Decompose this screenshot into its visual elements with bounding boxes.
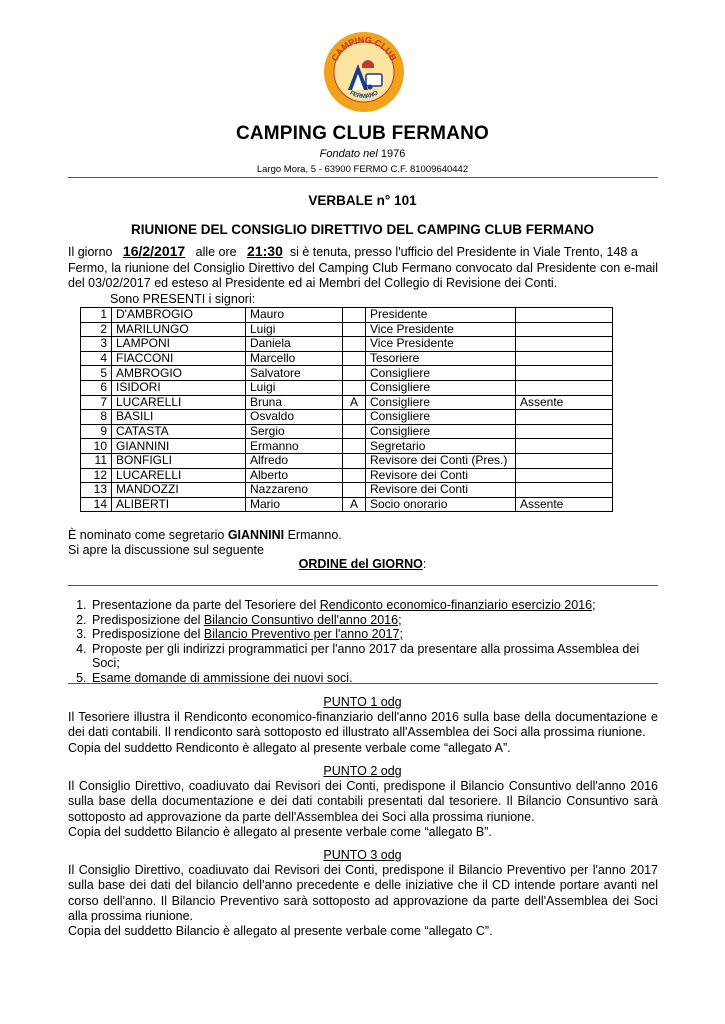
member-surname: FIACCONI — [112, 351, 246, 366]
member-absence-flag — [343, 380, 366, 395]
member-number: 3 — [81, 337, 112, 352]
member-row — [81, 351, 613, 366]
logo-ring-text: CAMPING CLUB — [329, 34, 399, 63]
intro-paragraph — [68, 244, 658, 307]
member-row — [81, 322, 613, 337]
member-note — [516, 337, 613, 352]
member-surname: ISIDORI — [112, 380, 246, 395]
member-row — [81, 497, 613, 512]
agenda-item-text: Presentazione da parte del Tesoriere del — [92, 598, 320, 612]
member-row — [81, 337, 613, 352]
punto-2-heading: PUNTO 2 odg — [323, 764, 402, 778]
discussion-line: Si apre la discussione sul seguente — [68, 543, 264, 557]
member-row — [81, 468, 613, 483]
member-note — [516, 439, 613, 454]
member-absence-flag — [343, 322, 366, 337]
member-role: Consigliere — [366, 395, 516, 410]
agenda-divider-top — [68, 585, 658, 586]
agenda-item-text: Predisposizione del — [92, 612, 204, 627]
member-surname: BASILI — [112, 410, 246, 425]
punto-2-text: Il Consiglio Direttivo, coadiuvato dai Revisori dei Conti, predispone il Bilancio Consuntivo dell'anno 2016 sulla base della documentazione e dei dati contabili presentati dal tesoriere. Il Bilancio Consuntivo sarà sottoposto ad approvazione da parte dell'Assemblea dei Soci alla prossima riunione. — [68, 779, 658, 824]
agenda-item-text: Predisposizione del — [92, 627, 204, 641]
meeting-time: 21:30 — [247, 243, 283, 259]
member-number: 4 — [81, 351, 112, 366]
member-row — [81, 424, 613, 439]
agenda-item-suffix: ; — [592, 598, 596, 612]
punto-2-copy: Copia del suddetto Bilancio è allegato al presente verbale come “allegato B”. — [68, 824, 492, 839]
agenda-item — [90, 598, 670, 613]
member-absence-flag — [343, 366, 366, 381]
member-number: 5 — [81, 366, 112, 381]
member-role: Vice Presidente — [366, 337, 516, 352]
member-surname: LUCARELLI — [112, 468, 246, 483]
secretary-surname: GIANNINI — [227, 528, 285, 542]
member-surname: MARILUNGO — [112, 322, 246, 337]
member-note: Assente — [516, 497, 613, 512]
agenda-item-suffix: ; — [398, 612, 402, 627]
punto-1-copy: Copia del suddetto Rendiconto è allegato al presente verbale come “allegato A”. — [68, 740, 511, 755]
member-row — [81, 453, 613, 468]
after-table-text — [68, 528, 342, 558]
member-name: Ermanno — [246, 439, 343, 454]
agenda-item — [90, 613, 670, 628]
agenda-title-text: ORDINE del GIORNO — [298, 557, 423, 571]
member-name: Mario — [246, 497, 343, 512]
member-number: 6 — [81, 380, 112, 395]
agenda-item-text: Esame domande di ammissione dei nuovi soci. — [92, 670, 353, 685]
agenda-item — [90, 627, 670, 642]
member-name: Marcello — [246, 351, 343, 366]
member-number: 10 — [81, 439, 112, 454]
member-number: 13 — [81, 483, 112, 498]
member-absence-flag — [343, 308, 366, 323]
secretary-post: Ermanno. — [287, 528, 342, 542]
member-surname: BONFIGLI — [112, 453, 246, 468]
member-row — [81, 366, 613, 381]
punto-3-heading: PUNTO 3 odg — [323, 848, 402, 862]
member-name: Nazzareno — [246, 483, 343, 498]
member-name: Alberto — [246, 468, 343, 483]
present-label: Sono PRESENTI i signori: — [110, 291, 256, 306]
founded-line — [0, 148, 725, 160]
member-name: Mauro — [246, 308, 343, 323]
header-divider — [68, 177, 658, 178]
member-note — [516, 410, 613, 425]
member-role: Revisore dei Conti — [366, 483, 516, 498]
agenda-item-text: Proposte per gli indirizzi programmatici per l'anno 2017 da presentare alla prossima Assemblea dei Soci; — [92, 641, 640, 670]
agenda-divider-bottom — [68, 683, 658, 684]
logo-bottom-text: FERMANO — [348, 90, 380, 101]
member-name: Alfredo — [246, 453, 343, 468]
member-number: 1 — [81, 308, 112, 323]
member-surname: MANDOZZI — [112, 483, 246, 498]
member-role: Revisore dei Conti (Pres.) — [366, 453, 516, 468]
member-absence-flag — [343, 453, 366, 468]
member-number: 2 — [81, 322, 112, 337]
member-row — [81, 308, 613, 323]
member-note — [516, 483, 613, 498]
camping-club-logo — [322, 30, 406, 114]
member-note — [516, 453, 613, 468]
member-role: Vice Presidente — [366, 322, 516, 337]
member-absence-flag — [343, 337, 366, 352]
founded-year: 1976 — [380, 148, 406, 160]
member-note — [516, 322, 613, 337]
punto-2-body — [68, 779, 658, 840]
punto-1-text: Il Tesoriere illustra il Rendiconto economico-finanziario dell'anno 2016 sulla base della documentazione e dei dati contabili. Il rendiconto sarà sottoposto ed illustrato all'Assemblea dei Soci alla prossima riunione. — [68, 710, 658, 740]
member-note — [516, 424, 613, 439]
member-row — [81, 380, 613, 395]
member-surname: D'AMBROGIO — [112, 308, 246, 323]
member-name: Osvaldo — [246, 410, 343, 425]
club-title: CAMPING CLUB FERMANO — [235, 123, 490, 144]
member-surname: AMBROGIO — [112, 366, 246, 381]
member-absence-flag — [343, 351, 366, 366]
member-row — [81, 410, 613, 425]
member-absence-flag — [343, 424, 366, 439]
member-absence-flag — [343, 483, 366, 498]
intro-text-4: Fermo, la riunione del Consiglio Direttivo del Camping Club Fermano convocato dal Presidente con e-mail del 03/02/2017 ed esteso al Presidente ed ai Membri del Collegio di Revisione dei Conti. — [68, 260, 658, 290]
member-absence-flag: A — [343, 395, 366, 410]
intro-text-3: si è tenuta, presso l'ufficio del Presidente in Viale Trento, 148 a — [289, 245, 638, 259]
member-name: Luigi — [246, 322, 343, 337]
member-surname: LAMPONI — [112, 337, 246, 352]
founded-label: Fondato nel — [319, 148, 378, 160]
member-surname: GIANNINI — [112, 439, 246, 454]
punto-1-heading: PUNTO 1 odg — [323, 695, 402, 709]
intro-text-1: Il giorno — [68, 245, 113, 259]
member-role: Tesoriere — [366, 351, 516, 366]
member-row — [81, 395, 613, 410]
member-role: Segretario — [366, 439, 516, 454]
member-name: Luigi — [246, 380, 343, 395]
punto-3-copy: Copia del suddetto Bilancio è allegato al presente verbale come “allegato C”. — [68, 924, 493, 939]
address-line: Largo Mora, 5 - 63900 FERMO C.F. 81009640442 — [256, 164, 469, 175]
member-absence-flag — [343, 410, 366, 425]
member-role: Consigliere — [366, 380, 516, 395]
member-note — [516, 380, 613, 395]
punto-3-text: Il Consiglio Direttivo, coadiuvato dai Revisori dei Conti, predispone il Bilancio Preventivo per l'anno 2017 sulla base dei dati del bilancio dell'anno precedente e delle iniziative che il CD intende portare avanti nel corso dell'anno. Il Bilancio Preventivo sarà sottoposto ad approvazione da parte dell'Assemblea dei Soci alla prossima riunione. — [68, 863, 658, 923]
member-surname: CATASTA — [112, 424, 246, 439]
member-row — [81, 483, 613, 498]
agenda-item — [90, 642, 670, 671]
member-name: Sergio — [246, 424, 343, 439]
member-number: 11 — [81, 453, 112, 468]
member-name: Salvatore — [246, 366, 343, 381]
member-number: 14 — [81, 497, 112, 512]
agenda-title-colon: : — [422, 557, 427, 571]
member-absence-flag — [343, 439, 366, 454]
members-table — [80, 307, 613, 512]
member-role: Socio onorario — [366, 497, 516, 512]
member-row — [81, 439, 613, 454]
member-note — [516, 366, 613, 381]
member-surname: ALIBERTI — [112, 497, 246, 512]
member-surname: LUCARELLI — [112, 395, 246, 410]
punto-3-body — [68, 863, 658, 939]
member-note — [516, 351, 613, 366]
member-note: Assente — [516, 395, 613, 410]
meeting-title: RIUNIONE DEL CONSIGLIO DIRETTIVO DEL CAMPING CLUB FERMANO — [130, 222, 594, 237]
secretary-pre: È nominato come segretario — [68, 528, 225, 542]
agenda-item-underlined: Bilancio Consuntivo dell'anno 2016 — [203, 612, 399, 627]
member-role: Revisore dei Conti — [366, 468, 516, 483]
member-role: Consigliere — [366, 366, 516, 381]
member-absence-flag — [343, 468, 366, 483]
member-number: 9 — [81, 424, 112, 439]
verbale-number: VERBALE n° 101 — [308, 193, 417, 208]
agenda-title — [0, 557, 725, 571]
member-absence-flag: A — [343, 497, 366, 512]
member-role: Consigliere — [366, 410, 516, 425]
member-note — [516, 468, 613, 483]
punto-1-body — [68, 710, 658, 756]
agenda-item-underlined: Rendiconto economico-finanziario esercizio 2016 — [319, 598, 593, 612]
member-role: Consigliere — [366, 424, 516, 439]
member-number: 7 — [81, 395, 112, 410]
secretary-line — [68, 528, 342, 543]
member-note — [516, 308, 613, 323]
member-name: Bruna — [246, 395, 343, 410]
intro-text-2: alle ore — [195, 245, 237, 259]
member-number: 12 — [81, 468, 112, 483]
meeting-date: 16/2/2017 — [122, 243, 186, 259]
agenda-item-underlined: Bilancio Preventivo per l'anno 2017; — [203, 627, 403, 641]
agenda-list — [68, 598, 670, 685]
member-role: Presidente — [366, 308, 516, 323]
intro-first-line — [68, 244, 658, 261]
member-name: Daniela — [246, 337, 343, 352]
member-number: 8 — [81, 410, 112, 425]
